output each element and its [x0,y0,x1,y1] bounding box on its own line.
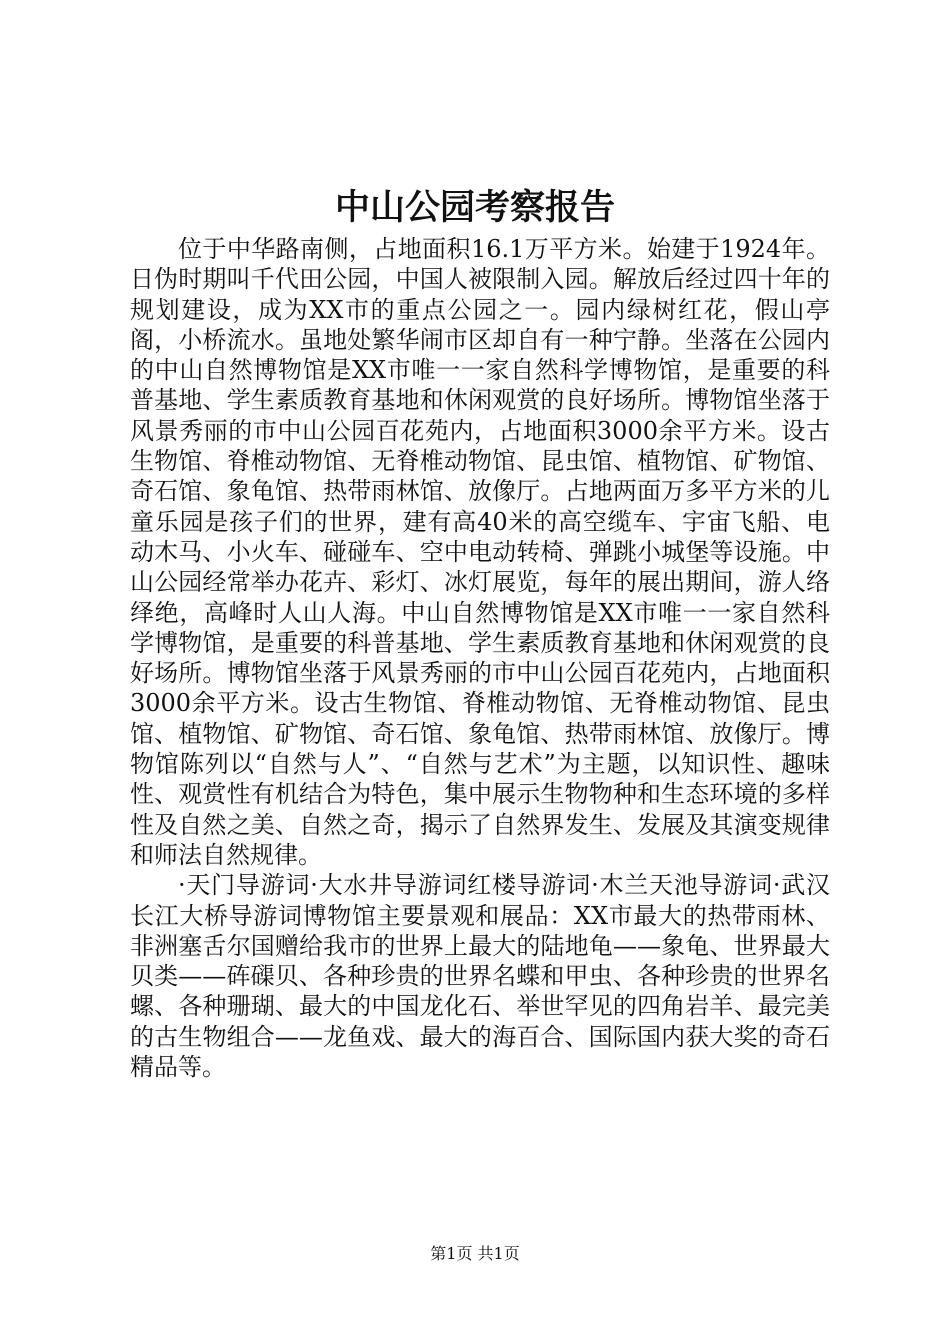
body-paragraph-2: ·天门导游词·大水井导游词红楼导游词·木兰天池导游词·武汉长江大桥导游词博物馆主要景观和展品：XX市最大的热带雨林、非洲塞舌尔国赠给我市的世界上最大的陆地龟——象龟、世界最大贝类——砗磲贝、各种珍贵的世界名蝶和甲虫、各种珍贵的世界名螺、各种珊瑚、最大的中国龙化石、举世罕见的四角岩羊、最完美的古生物组合——龙鱼戏、最大的海百合、国际国内获大奖的奇石精品等。 [130,871,830,1082]
document-body [130,234,830,1082]
page-footer: 第1页 共1页 [430,1244,520,1263]
body-paragraph-1: 位于中华路南侧，占地面积16.1万平方米。始建于1924年。日伪时期叫千代田公园，中国人被限制入园。解放后经过四十年的规划建设，成为XX市的重点公园之一。园内绿树红花，假山亭阁，小桥流水。虽地处繁华闹市区却自有一种宁静。坐落在公园内的中山自然博物馆是XX市唯一一家自然科学博物馆，是重要的科普基地、学生素质教育基地和休闲观赏的良好场所。博物馆坐落于风景秀丽的市中山公园百花苑内，占地面积3000余平方米。设古生物馆、脊椎动物馆、无脊椎动物馆、昆虫馆、植物馆、矿物馆、奇石馆、象龟馆、热带雨林馆、放像厅。占地两面万多平方米的儿童乐园是孩子们的世界，建有高40米的高空缆车、宇宙飞船、电动木马、小火车、碰碰车、空中电动转椅、弹跳小城堡等设施。中山公园经常举办花卉、彩灯、冰灯展览，每年的展出期间，游人络绎绝，高峰时人山人海。中山自然博物馆是XX市唯一一家自然科学博物馆，是重要的科普基地、学生素质教育基地和休闲观赏的良好场所。博物馆坐落于风景秀丽的市中山公园百花苑内，占地面积3000余平方米。设古生物馆、脊椎动物馆、无脊椎动物馆、昆虫馆、植物馆、矿物馆、奇石馆、象龟馆、热带雨林馆、放像厅。博物馆陈列以“自然与人”、“自然与艺术”为主题，以知识性、趣味性、观赏性有机结合为特色，集中展示生物物种和生态环境的多样性及自然之美、自然之奇，揭示了自然界发生、发展及其演变规律和师法自然规律。 [130,235,830,869]
document-title: 中山公园考察报告 [334,187,615,228]
